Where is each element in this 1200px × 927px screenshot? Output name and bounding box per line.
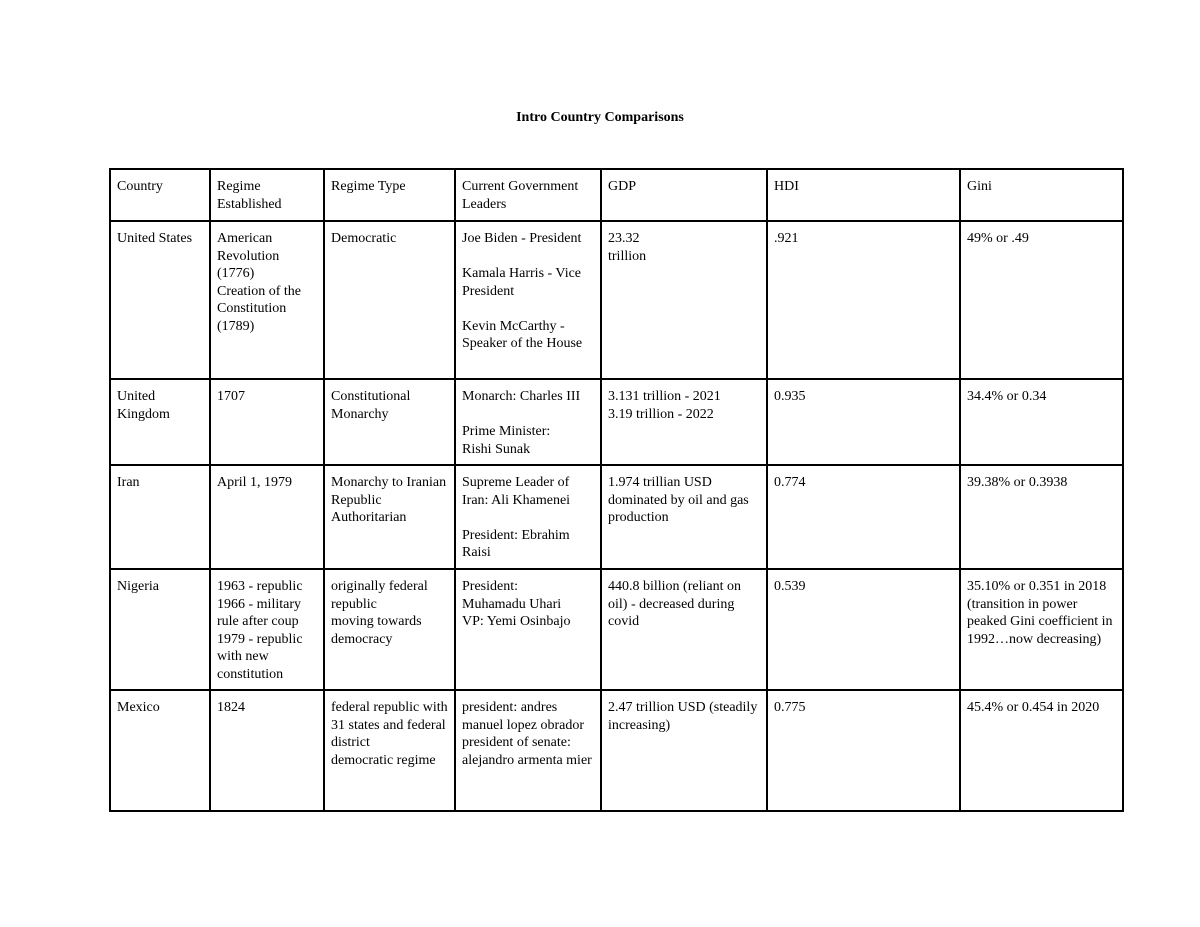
table-header-row bbox=[110, 169, 1123, 221]
cell-leaders: Supreme Leader of Iran: Ali Khamenei President: Ebrahim Raisi bbox=[455, 465, 601, 569]
cell-country: United States bbox=[110, 221, 210, 379]
cell-country: United Kingdom bbox=[110, 379, 210, 465]
cell-gdp: 3.131 trillion - 2021 3.19 trillion - 2022 bbox=[601, 379, 767, 465]
header-cell-regime-type: Regime Type bbox=[324, 169, 455, 221]
cell-regime-type: Monarchy to Iranian Republic Authoritarian bbox=[324, 465, 455, 569]
table-row bbox=[110, 221, 1123, 379]
cell-hdi: 0.539 bbox=[767, 569, 960, 690]
header-cell-leaders: Current Government Leaders bbox=[455, 169, 601, 221]
cell-gdp: 23.32 trillion bbox=[601, 221, 767, 379]
cell-hdi: 0.935 bbox=[767, 379, 960, 465]
cell-gini: 39.38% or 0.3938 bbox=[960, 465, 1123, 569]
cell-country: Mexico bbox=[110, 690, 210, 811]
cell-leaders: Monarch: Charles III Prime Minister: Rishi Sunak bbox=[455, 379, 601, 465]
cell-gini: 34.4% or 0.34 bbox=[960, 379, 1123, 465]
country-comparison-table bbox=[109, 168, 1124, 812]
cell-regime-type: Democratic bbox=[324, 221, 455, 379]
cell-hdi: .921 bbox=[767, 221, 960, 379]
cell-regime-established: April 1, 1979 bbox=[210, 465, 324, 569]
cell-gdp: 1.974 trillian USD dominated by oil and gas production bbox=[601, 465, 767, 569]
cell-gdp: 2.47 trillion USD (steadily increasing) bbox=[601, 690, 767, 811]
header-cell-regime-established: Regime Established bbox=[210, 169, 324, 221]
cell-leaders: President: Muhamadu Uhari VP: Yemi Osinbajo bbox=[455, 569, 601, 690]
header-cell-gini: Gini bbox=[960, 169, 1123, 221]
cell-country: Iran bbox=[110, 465, 210, 569]
cell-regime-established: 1824 bbox=[210, 690, 324, 811]
cell-regime-established: American Revolution (1776) Creation of the Constitution (1789) bbox=[210, 221, 324, 379]
cell-hdi: 0.774 bbox=[767, 465, 960, 569]
cell-leaders: president: andres manuel lopez obrador president of senate: alejandro armenta mier bbox=[455, 690, 601, 811]
table-row bbox=[110, 379, 1123, 465]
cell-gini: 35.10% or 0.351 in 2018 (transition in power peaked Gini coefficient in 1992…now decreasing) bbox=[960, 569, 1123, 690]
cell-leaders: Joe Biden - President Kamala Harris - Vice President Kevin McCarthy - Speaker of the House bbox=[455, 221, 601, 379]
header-cell-gdp: GDP bbox=[601, 169, 767, 221]
cell-country: Nigeria bbox=[110, 569, 210, 690]
table-row bbox=[110, 690, 1123, 811]
page-title: Intro Country Comparisons bbox=[516, 110, 684, 125]
header-cell-hdi: HDI bbox=[767, 169, 960, 221]
cell-regime-type: federal republic with 31 states and federal district democratic regime bbox=[324, 690, 455, 811]
cell-regime-established: 1963 - republic 1966 - military rule after coup 1979 - republic with new constitution bbox=[210, 569, 324, 690]
cell-regime-established: 1707 bbox=[210, 379, 324, 465]
table-row bbox=[110, 569, 1123, 690]
cell-gini: 49% or .49 bbox=[960, 221, 1123, 379]
cell-regime-type: Constitutional Monarchy bbox=[324, 379, 455, 465]
cell-regime-type: originally federal republic moving towards democracy bbox=[324, 569, 455, 690]
header-cell-country: Country bbox=[110, 169, 210, 221]
table-row bbox=[110, 465, 1123, 569]
cell-hdi: 0.775 bbox=[767, 690, 960, 811]
cell-gini: 45.4% or 0.454 in 2020 bbox=[960, 690, 1123, 811]
cell-gdp: 440.8 billion (reliant on oil) - decreased during covid bbox=[601, 569, 767, 690]
